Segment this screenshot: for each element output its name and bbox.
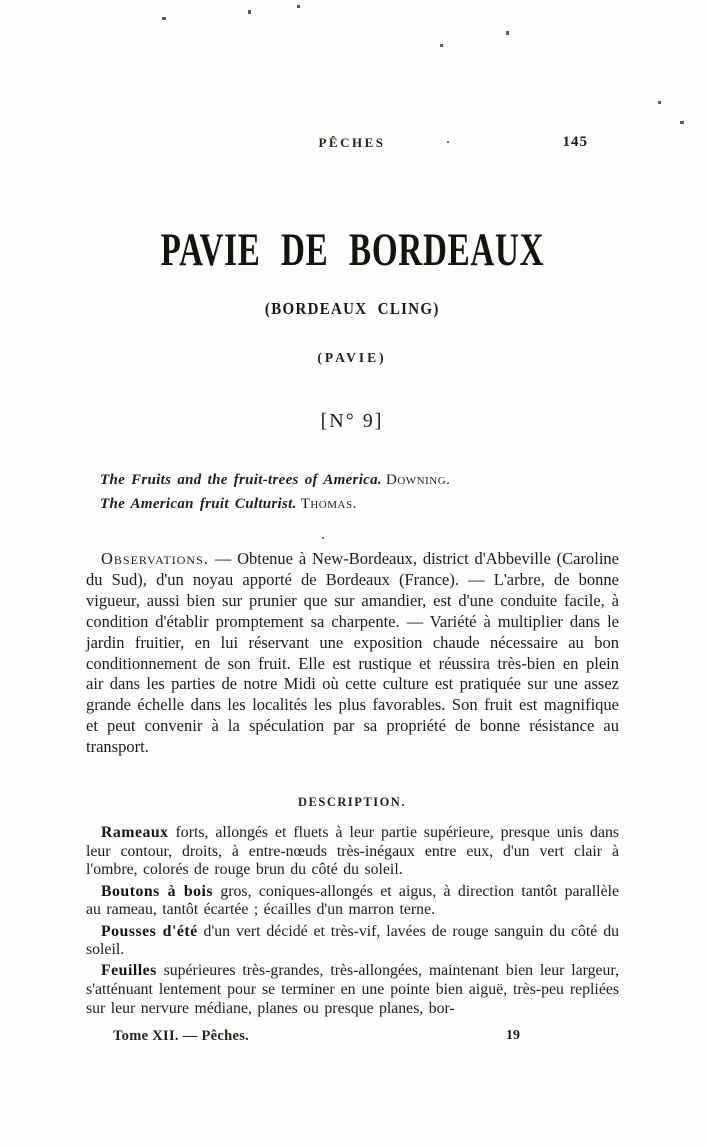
description-paragraph-boutons: [86, 883, 619, 920]
synonym-name: [86, 299, 618, 319]
footer-volume: Tome XII. — Pêches.: [113, 1028, 250, 1044]
description-text: forts, allongés et fluets à leur partie supérieure, presque unis dans leur contour, droits, à entre-nœuds très-inégaux entre eux, d'un vert clair à l'ombre, colorés de rouge brun du côté du soleil.: [86, 824, 619, 879]
synonym-name-text: (BORDEAUX CLING): [264, 299, 440, 318]
description-paragraph-rameaux: [86, 824, 619, 880]
description-text: supérieures très-grandes, très-allongées, maintenant bien leur largeur, s'atténuant lentement pour se terminer en une pointe bien aiguë, très-peu repliées sur leur nervure médiane, planes ou presque planes, bor-: [86, 962, 619, 1017]
reference-list: [100, 468, 620, 516]
description-lead: Rameaux: [101, 824, 169, 841]
reference-author: Thomas.: [300, 496, 357, 512]
page-footer: [86, 1028, 618, 1048]
scan-speck: [162, 17, 166, 20]
scan-speck: [297, 5, 300, 8]
observations-paragraph: [86, 549, 619, 758]
scan-speck: [680, 121, 684, 124]
description-paragraph-feuilles: [86, 962, 619, 1018]
scan-speck: [506, 31, 509, 35]
description-lead: Boutons à bois: [101, 882, 214, 900]
footer-signature: 19: [506, 1028, 520, 1043]
scan-speck: [447, 141, 449, 143]
variety-title: [86, 222, 618, 275]
description-text: d'un vert décidé et très-vif, lavées de rouge sanguin du côté du soleil.: [86, 922, 619, 959]
reference-author: Downing.: [385, 472, 451, 488]
description-paragraph-pousses: [86, 923, 619, 960]
reference-title: The American fruit Culturist.: [100, 496, 297, 512]
reference-title: The Fruits and the fruit-trees of America.: [100, 472, 382, 488]
scan-speck: [658, 101, 661, 104]
reference-item: [100, 492, 620, 516]
description-lead: Pousses d'été: [101, 922, 198, 940]
observations-label: Observations.: [101, 549, 209, 568]
description-lead: Feuilles: [101, 962, 157, 980]
category-name: (PAVIE): [317, 350, 387, 365]
scan-speck: [440, 44, 443, 47]
running-head: [86, 134, 618, 152]
reference-item: [100, 468, 620, 492]
description-text: gros, coniques-allongés et aigus, à direction tantôt parallèle au rameau, tantôt écartée ; écailles d'un marron terne.: [86, 882, 619, 919]
variety-title-text: PAVIE DE BORDEAUX: [160, 223, 545, 276]
scan-speck: [248, 10, 251, 14]
scan-speck: [322, 537, 324, 539]
running-head-title: PÊCHES: [318, 135, 386, 150]
description-body: [86, 824, 619, 1021]
observations-text: — Obtenue à New-Bordeaux, district d'Abbeville (Caroline du Sud), d'un noyau apporté de Bordeaux (France). — L'arbre, de bonne vigueur, aussi bien sur prunier que sur amandier, est d'une conduite facile, à condition d'établir promptement sa charpente. — Variété à multiplier dans le jardin fruitier, en lui réservant une exposition chaude nécessaire au bon conditionnement de son fruit. Elle est rustique et réussira très-bien en plein air dans les parties de notre Midi où cette culture est pratiquée sur une assez grande échelle dans les localités les plus favorables. Son fruit est magnifique et peut convenir à la spéculation par sa propriété de bonne résistance au transport.: [86, 549, 619, 757]
variety-number: [N° 9]: [320, 410, 384, 432]
description-heading: DESCRIPTION.: [298, 795, 406, 809]
page-number: 145: [562, 134, 588, 150]
